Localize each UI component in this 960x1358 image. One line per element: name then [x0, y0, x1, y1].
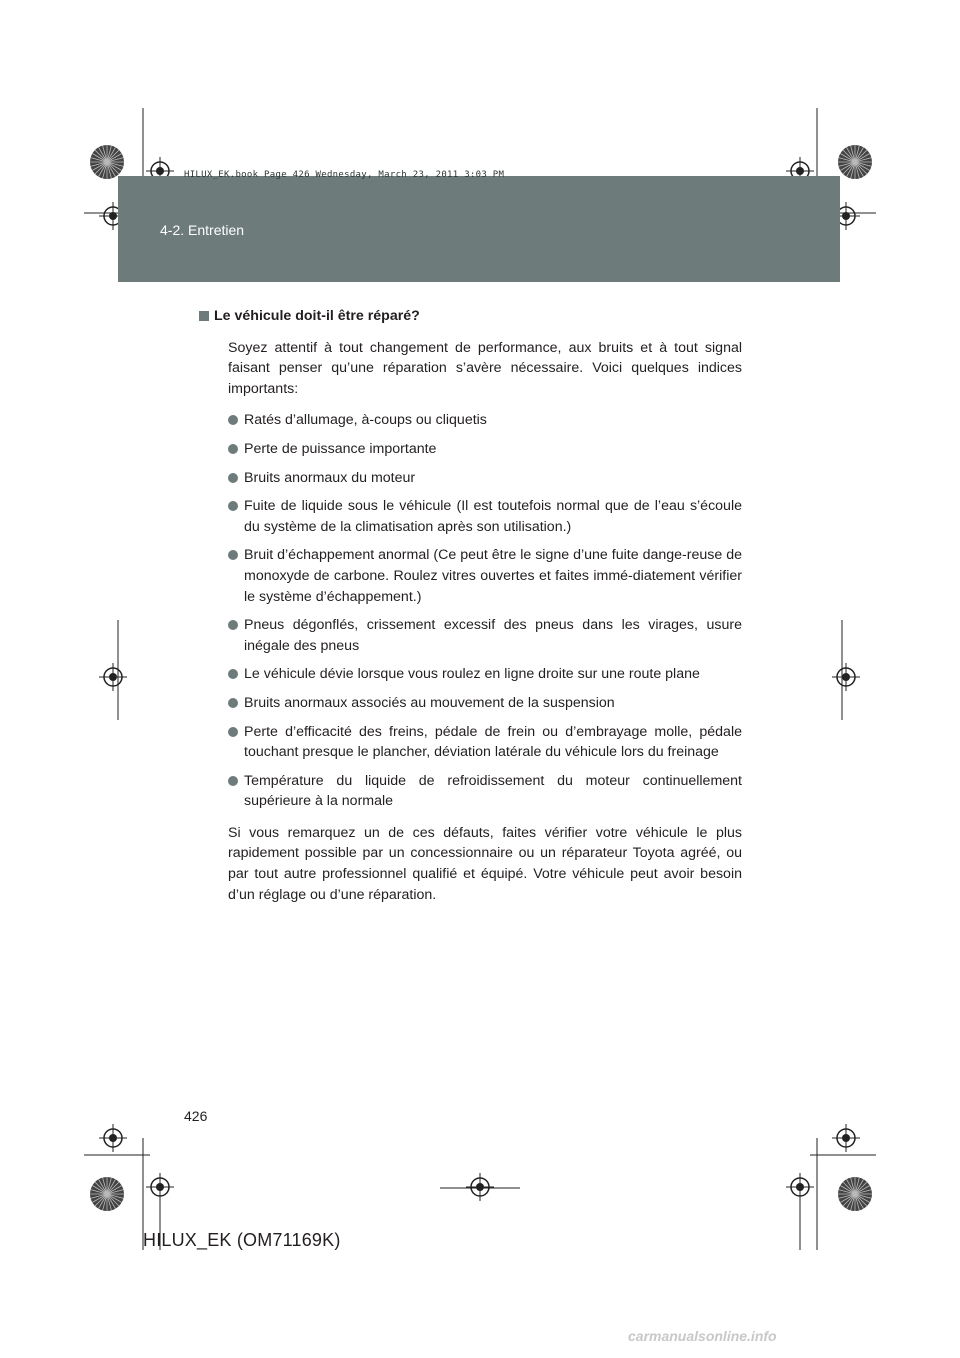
list-item-text: Fuite de liquide sous le véhicule (Il est toutefois normal que de l’eau s’écoule du système de la climatisation après son utilisation.) [244, 498, 742, 535]
section-label: 4-2. Entretien [160, 222, 245, 238]
page-content [214, 306, 742, 916]
list-item-text: Bruits anormaux du moteur [244, 469, 416, 486]
heading-text: Le véhicule doit-il être réparé? [214, 308, 420, 324]
list-item-text: Température du liquide de refroidissement du moteur continuellement supérieure à la normale [244, 772, 742, 810]
circle-bullet-icon [228, 550, 238, 560]
circle-bullet-icon [228, 415, 238, 425]
list-item-text: Le véhicule dévie lorsque vous roulez en ligne droite sur une route plane [244, 666, 700, 683]
circle-bullet-icon [228, 444, 238, 454]
circle-bullet-icon [228, 698, 238, 708]
list-item [228, 693, 742, 714]
list-item [228, 410, 742, 431]
list-item-text: Pneus dégonflés, crissement excessif des pneus dans les virages, usure inégale des pneus [244, 617, 742, 654]
circle-bullet-icon [228, 727, 238, 737]
page-number: 426 [184, 1108, 208, 1124]
circle-bullet-icon [228, 501, 238, 511]
manual-code: HILUX_EK (OM71169K) [143, 1230, 341, 1250]
list-item-text: Bruits anormaux associés au mouvement de la suspension [244, 694, 615, 711]
list-item-text: Perte de puissance importante [244, 440, 437, 457]
symptom-list [228, 410, 742, 812]
circle-bullet-icon [228, 669, 238, 679]
circle-bullet-icon [228, 473, 238, 483]
square-bullet-icon [199, 311, 209, 321]
list-item-text: Ratés d’allumage, à-coups ou cliquetis [244, 412, 487, 429]
list-item [228, 722, 742, 763]
list-item [228, 496, 742, 537]
print-stamp: HILUX_EK.book Page 426 Wednesday, March 23, 2011 3:03 PM [184, 170, 505, 180]
closing-paragraph: Si vous remarquez un de ces défauts, faites vérifier votre véhicule le plus rapidement possible par un concessionnaire ou un réparateur Toyota agréé, ou par tout autre professionnel qualifié et équipé. Votre véhicule peut avoir besoin d’un réglage ou d’une réparation. [228, 824, 742, 903]
list-item [228, 439, 742, 460]
circle-bullet-icon [228, 776, 238, 786]
list-item [228, 468, 742, 489]
list-item [228, 771, 742, 812]
list-item [228, 545, 742, 607]
list-item-text: Perte d’efficacité des freins, pédale de frein ou d’embrayage molle, pédale touchant presque le plancher, déviation latérale du véhicule lors du freinage [244, 723, 742, 761]
section-heading [214, 306, 742, 327]
list-item-text: Bruit d’échappement anormal (Ce peut être le signe d’une fuite dange-reuse de monoxyde de carbone. Roulez vitres ouvertes et faites immé-diatement vérifier le système d’échappement.) [244, 547, 742, 605]
circle-bullet-icon [228, 620, 238, 630]
list-item [228, 664, 742, 685]
list-item [228, 615, 742, 656]
watermark: carmanualsonline.info [628, 1328, 777, 1344]
intro-paragraph: Soyez attentif à tout changement de performance, aux bruits et à tout signal faisant penser qu’une réparation s’avère nécessaire. Voici quelques indices importants: [228, 339, 742, 397]
